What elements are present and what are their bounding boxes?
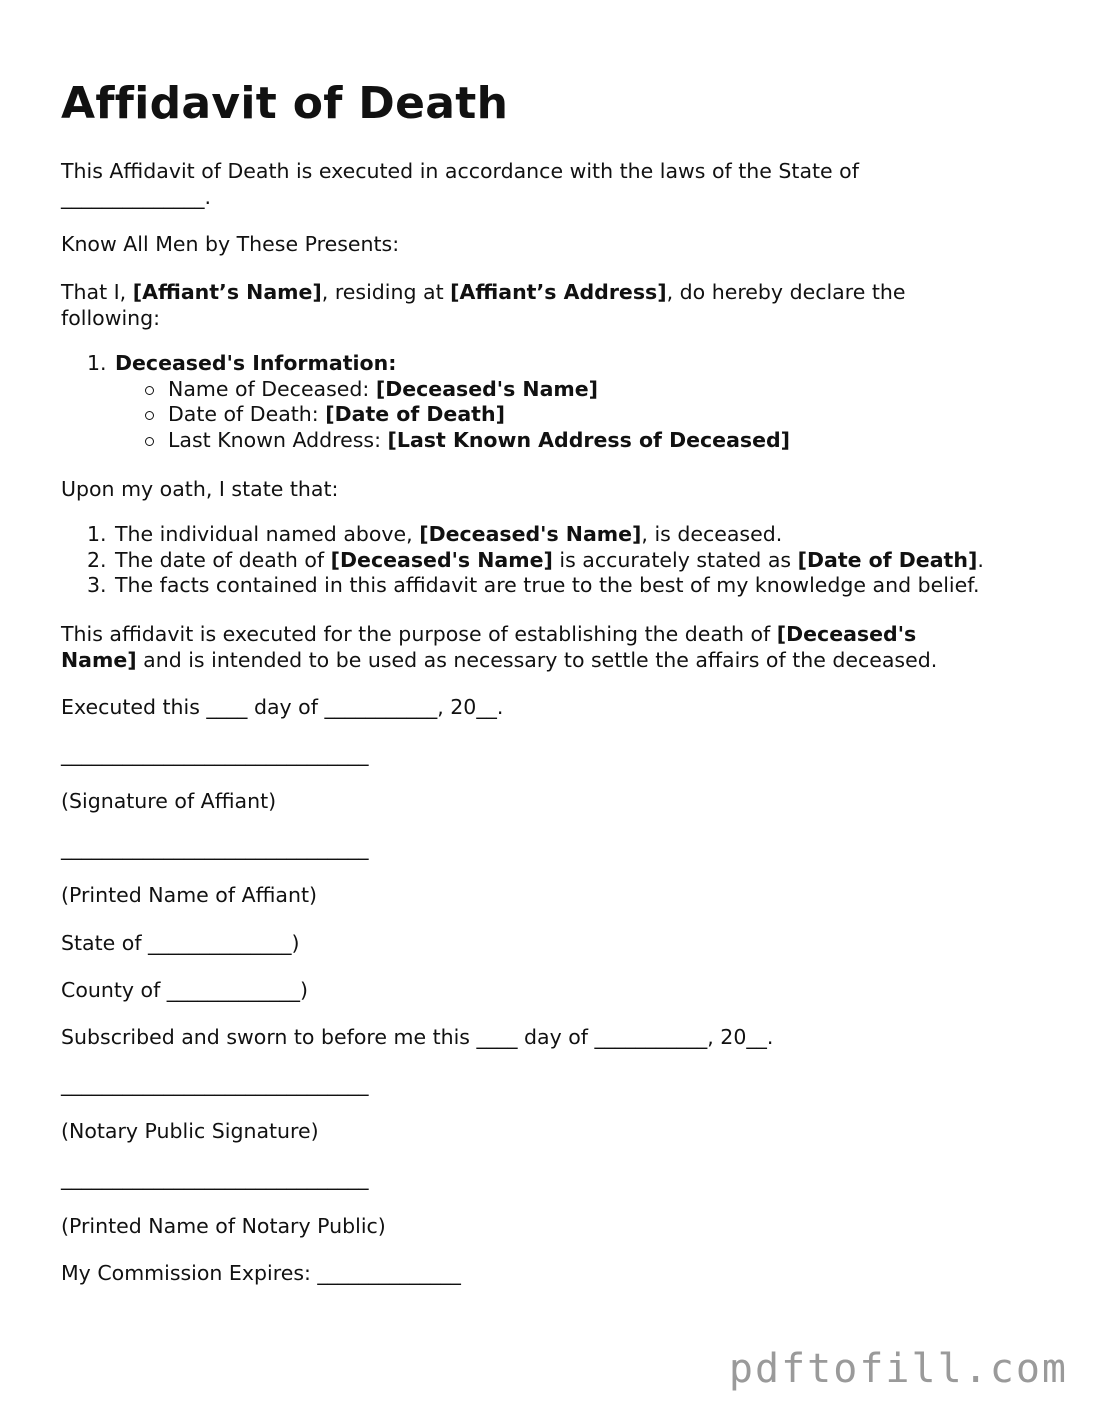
purpose-text: and is intended to be used as necessary to settle the affairs of the deceased. <box>136 648 938 672</box>
bullet-icon <box>145 411 154 420</box>
list-number: 1. <box>87 522 107 546</box>
deceased-name-placeholder: Name] <box>61 648 137 672</box>
date-of-death-placeholder: [Date of Death] <box>325 402 505 426</box>
notary-signature-label: (Notary Public Signature) <box>61 1119 319 1143</box>
intro-paragraph <box>61 158 1036 210</box>
list-item <box>61 573 984 599</box>
list-number: 1. <box>87 351 107 375</box>
deceased-info-list <box>61 351 790 453</box>
executed-date-field[interactable]: Executed this ____ day of ___________, 20__. <box>61 695 504 719</box>
list-item <box>61 522 984 548</box>
bullet-icon <box>145 437 154 446</box>
watermark-logo: pdftofill.com <box>728 1346 1068 1392</box>
bullet-icon <box>145 386 154 395</box>
affiant-address-placeholder: [Affiant’s Address] <box>450 280 667 304</box>
list-number: 3. <box>87 573 107 597</box>
deceased-name-placeholder: [Deceased's <box>776 622 917 646</box>
list-item <box>61 402 790 428</box>
oath-text: The facts contained in this affidavit are true to the best of my knowledge and belief. <box>115 573 980 597</box>
commission-expires-field[interactable]: My Commission Expires: ______________ <box>61 1261 461 1285</box>
oath-intro: Upon my oath, I state that: <box>61 477 339 501</box>
oath-text: is accurately stated as <box>552 547 798 572</box>
affiant-signature-line[interactable]: ______________________________ <box>61 742 369 766</box>
deceased-info-heading: Deceased's Information: <box>115 351 397 375</box>
date-of-death-placeholder: [Date of Death] <box>797 547 978 572</box>
signature-affiant-label: (Signature of Affiant) <box>61 789 277 813</box>
item-label: Name of Deceased: <box>168 376 376 401</box>
declaration-paragraph <box>61 279 1036 331</box>
declaration-text: , residing at <box>321 280 451 304</box>
deceased-name-placeholder: [Deceased's Name] <box>330 547 553 572</box>
state-of-field[interactable]: State of ______________) <box>61 931 300 955</box>
declaration-text: following: <box>61 306 161 330</box>
affiant-name-placeholder: [Affiant’s Name] <box>132 280 322 304</box>
oath-text: , is deceased. <box>641 522 783 546</box>
intro-line-1: This Affidavit of Death is executed in accordance with the laws of the State of <box>61 159 859 183</box>
item-label: Date of Death: <box>168 402 326 426</box>
know-all-line: Know All Men by These Presents: <box>61 232 400 256</box>
list-number: 2. <box>87 547 107 572</box>
oath-text: The date of death of <box>115 547 331 572</box>
county-of-field[interactable]: County of _____________) <box>61 978 309 1002</box>
list-item <box>61 548 984 574</box>
printed-affiant-label: (Printed Name of Affiant) <box>61 883 317 907</box>
oath-text: . <box>977 547 984 572</box>
deceased-name-placeholder: [Deceased's Name] <box>375 376 599 401</box>
declaration-text: That I, <box>61 280 133 304</box>
oath-list <box>61 522 984 599</box>
purpose-text: This affidavit is executed for the purpose of establishing the death of <box>61 622 777 646</box>
affiant-printed-name-line[interactable]: ______________________________ <box>61 836 369 860</box>
intro-line-2: ______________. <box>61 185 212 209</box>
subscribed-date-field[interactable]: Subscribed and sworn to before me this ____ day of ___________, 20__. <box>61 1025 774 1049</box>
document-title: Affidavit of Death <box>61 78 509 129</box>
last-address-placeholder: [Last Known Address of Deceased] <box>387 427 791 452</box>
list-item <box>61 428 790 454</box>
deceased-name-placeholder: [Deceased's Name] <box>419 522 642 546</box>
list-item <box>61 377 790 403</box>
purpose-paragraph <box>61 621 1036 673</box>
declaration-text: , do hereby declare the <box>666 280 906 304</box>
notary-printed-name-line[interactable]: ______________________________ <box>61 1166 369 1190</box>
notary-printed-label: (Printed Name of Notary Public) <box>61 1214 386 1238</box>
notary-signature-line[interactable]: ______________________________ <box>61 1072 369 1096</box>
oath-text: The individual named above, <box>115 522 420 546</box>
item-label: Last Known Address: <box>168 427 388 452</box>
